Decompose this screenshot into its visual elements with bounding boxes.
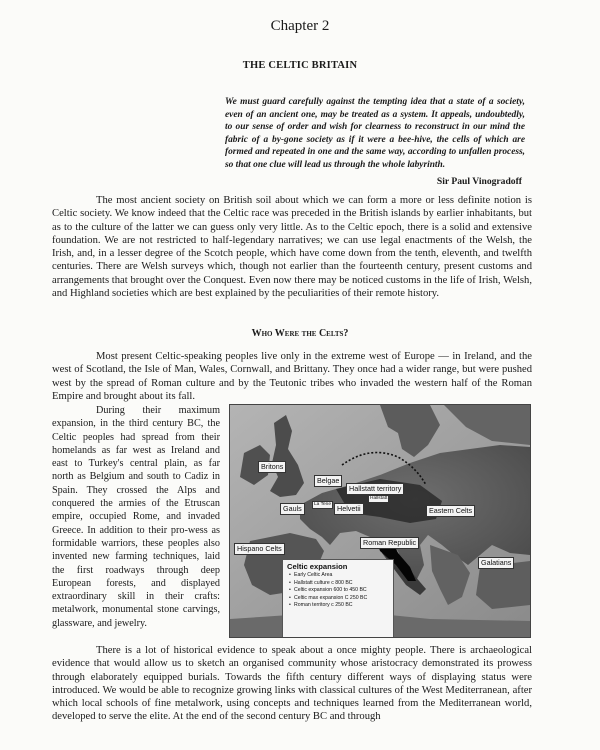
chapter-title: THE CELTIC BRITAIN — [242, 60, 358, 71]
bullet-icon: • — [289, 572, 291, 578]
celtic-expansion-map — [229, 404, 531, 638]
map-legend-title: Celtic expansion — [287, 562, 348, 571]
map-legend-item — [289, 572, 393, 580]
map-legend-item — [289, 587, 393, 595]
map-label-gauls: Gauls — [280, 503, 305, 515]
bullet-icon: • — [289, 602, 291, 609]
map-label-helvetii: Helvetii — [334, 503, 364, 515]
map-legend — [282, 559, 394, 638]
map-label-roman-republic: Roman Republic — [360, 537, 419, 549]
epigraph-quote: We must guard carefully against the tempting idea that a state of a society, even of an ancient one, may be treated as a system. It appeals, undoubtedly, to our sense of order and wish for clearness to reconstruct in our mind the fabric of a by-gone society as if it were a bee-hive, the cells of which are formed and repeated in one and the same way, according to unfallen process, so that one clue will lead us through the whole labyrinth. — [225, 97, 525, 170]
paragraph-celtic-society: The most ancient society on British soil about which we can form a more or less definite notion is Celtic society. We know indeed that the Celtic race was preceded in the British islands by earlier inhabitants, but as to the culture of the latter we can guess only very little. As to the Celtic epoch, there is a solid and extensive foundation. We are not restricted to half-legendary narratives; we can use legal enactments of the Welsh, the Irish, and, in a lesser degree of the Scotch people, which have come down from the tenth, eleventh, and twelfth centuries. There are Welsh surveys which, though not earlier than the fourteenth century, present customs and arrangements that brought over the Conquest. Even now there may be noticed customs in the life of Irish, Welsh, and Highland societies which are best explained by the peculiarities of their remote history. — [52, 195, 532, 300]
map-label-britons: Britons — [258, 461, 286, 473]
bullet-icon: • — [289, 579, 291, 586]
map-label-galatians: Galatians — [478, 557, 514, 569]
map-legend-item-text: Hallstatt culture c 800 BC — [294, 579, 353, 586]
map-legend-list — [289, 572, 393, 610]
map-legend-item — [289, 580, 393, 588]
map-label-eastern-celts: Eastern Celts — [426, 505, 475, 517]
bullet-icon: • — [289, 587, 291, 594]
map-legend-item-text: Early Celtic Area — [294, 572, 333, 578]
map-label-hallstatt-territory: Hallstatt territory — [346, 483, 404, 495]
bullet-icon: • — [289, 594, 291, 601]
epigraph-author: Sir Paul Vinogradoff — [436, 176, 522, 187]
section-heading: Who Were the Celts? — [251, 328, 349, 339]
paragraph-maximum-expansion-text: During their maximum expansion, in the third century BC, the Celtic peoples had spread from their homelands as far west as Ireland and east to Turkey's central plain, as far north as Belgium and south to Cadiz in Spain. They crossed the Alps and conquered the armies of the Etruscan empire, occupied Rome, and invaded Greece. In addition to their pro-wess as formidable warriors, these peoples also invented new farming techniques, laid the first roadways through deep European forests, and displayed extraordinary skill in their crafts: metalwork, monumental stone carvings, glassware, and jewelry. — [52, 405, 220, 629]
chapter-heading: Chapter 2 — [270, 18, 330, 34]
map-legend-item — [289, 602, 393, 610]
paragraph-historical-evidence: There is a lot of historical evidence to speak about a once mighty people. There is archaeological evidence that would allow us to sketch an organised community whose aristocracy demonstrated its prowess through elaborately equipped burials. Towards the fifth century different ways of displaying status were introduced. We would be able to recognize growing links with classical cultures of the West Mediterranean, after which local schools of fine metalwork, using concepts and techniques learned from the Mediterranean world, developed to serve the elite. At the end of the second century BC and through — [52, 645, 532, 723]
map-legend-item-text: Celtic expansion 600 to 450 BC — [294, 587, 367, 594]
paragraph-celtic-peoples: Most present Celtic-speaking peoples live only in the extreme west of Europe — in Ireland, and the west of Scotland, the Isle of Man, Wales, Cornwall, and Brittany. They once had a wider range, but were pushed west by the spread of Roman culture and by the Teutonic tribes who invaded the western half of the Roman Empire and brought about its fall. — [52, 351, 532, 402]
paragraph-maximum-expansion — [52, 404, 220, 630]
map-label-la-tene: La Tene — [314, 502, 331, 507]
map-legend-item — [289, 595, 393, 603]
map-legend-item-text: Roman territory c 250 BC — [294, 602, 353, 609]
map-legend-item-text: Celtic max expansion C 250 BC — [294, 594, 368, 601]
map-label-hallstatt: Hallstatt — [370, 496, 388, 501]
map-label-belgae: Belgae — [314, 475, 342, 487]
map-label-hispano-celts: Hispano Celts — [234, 543, 285, 555]
